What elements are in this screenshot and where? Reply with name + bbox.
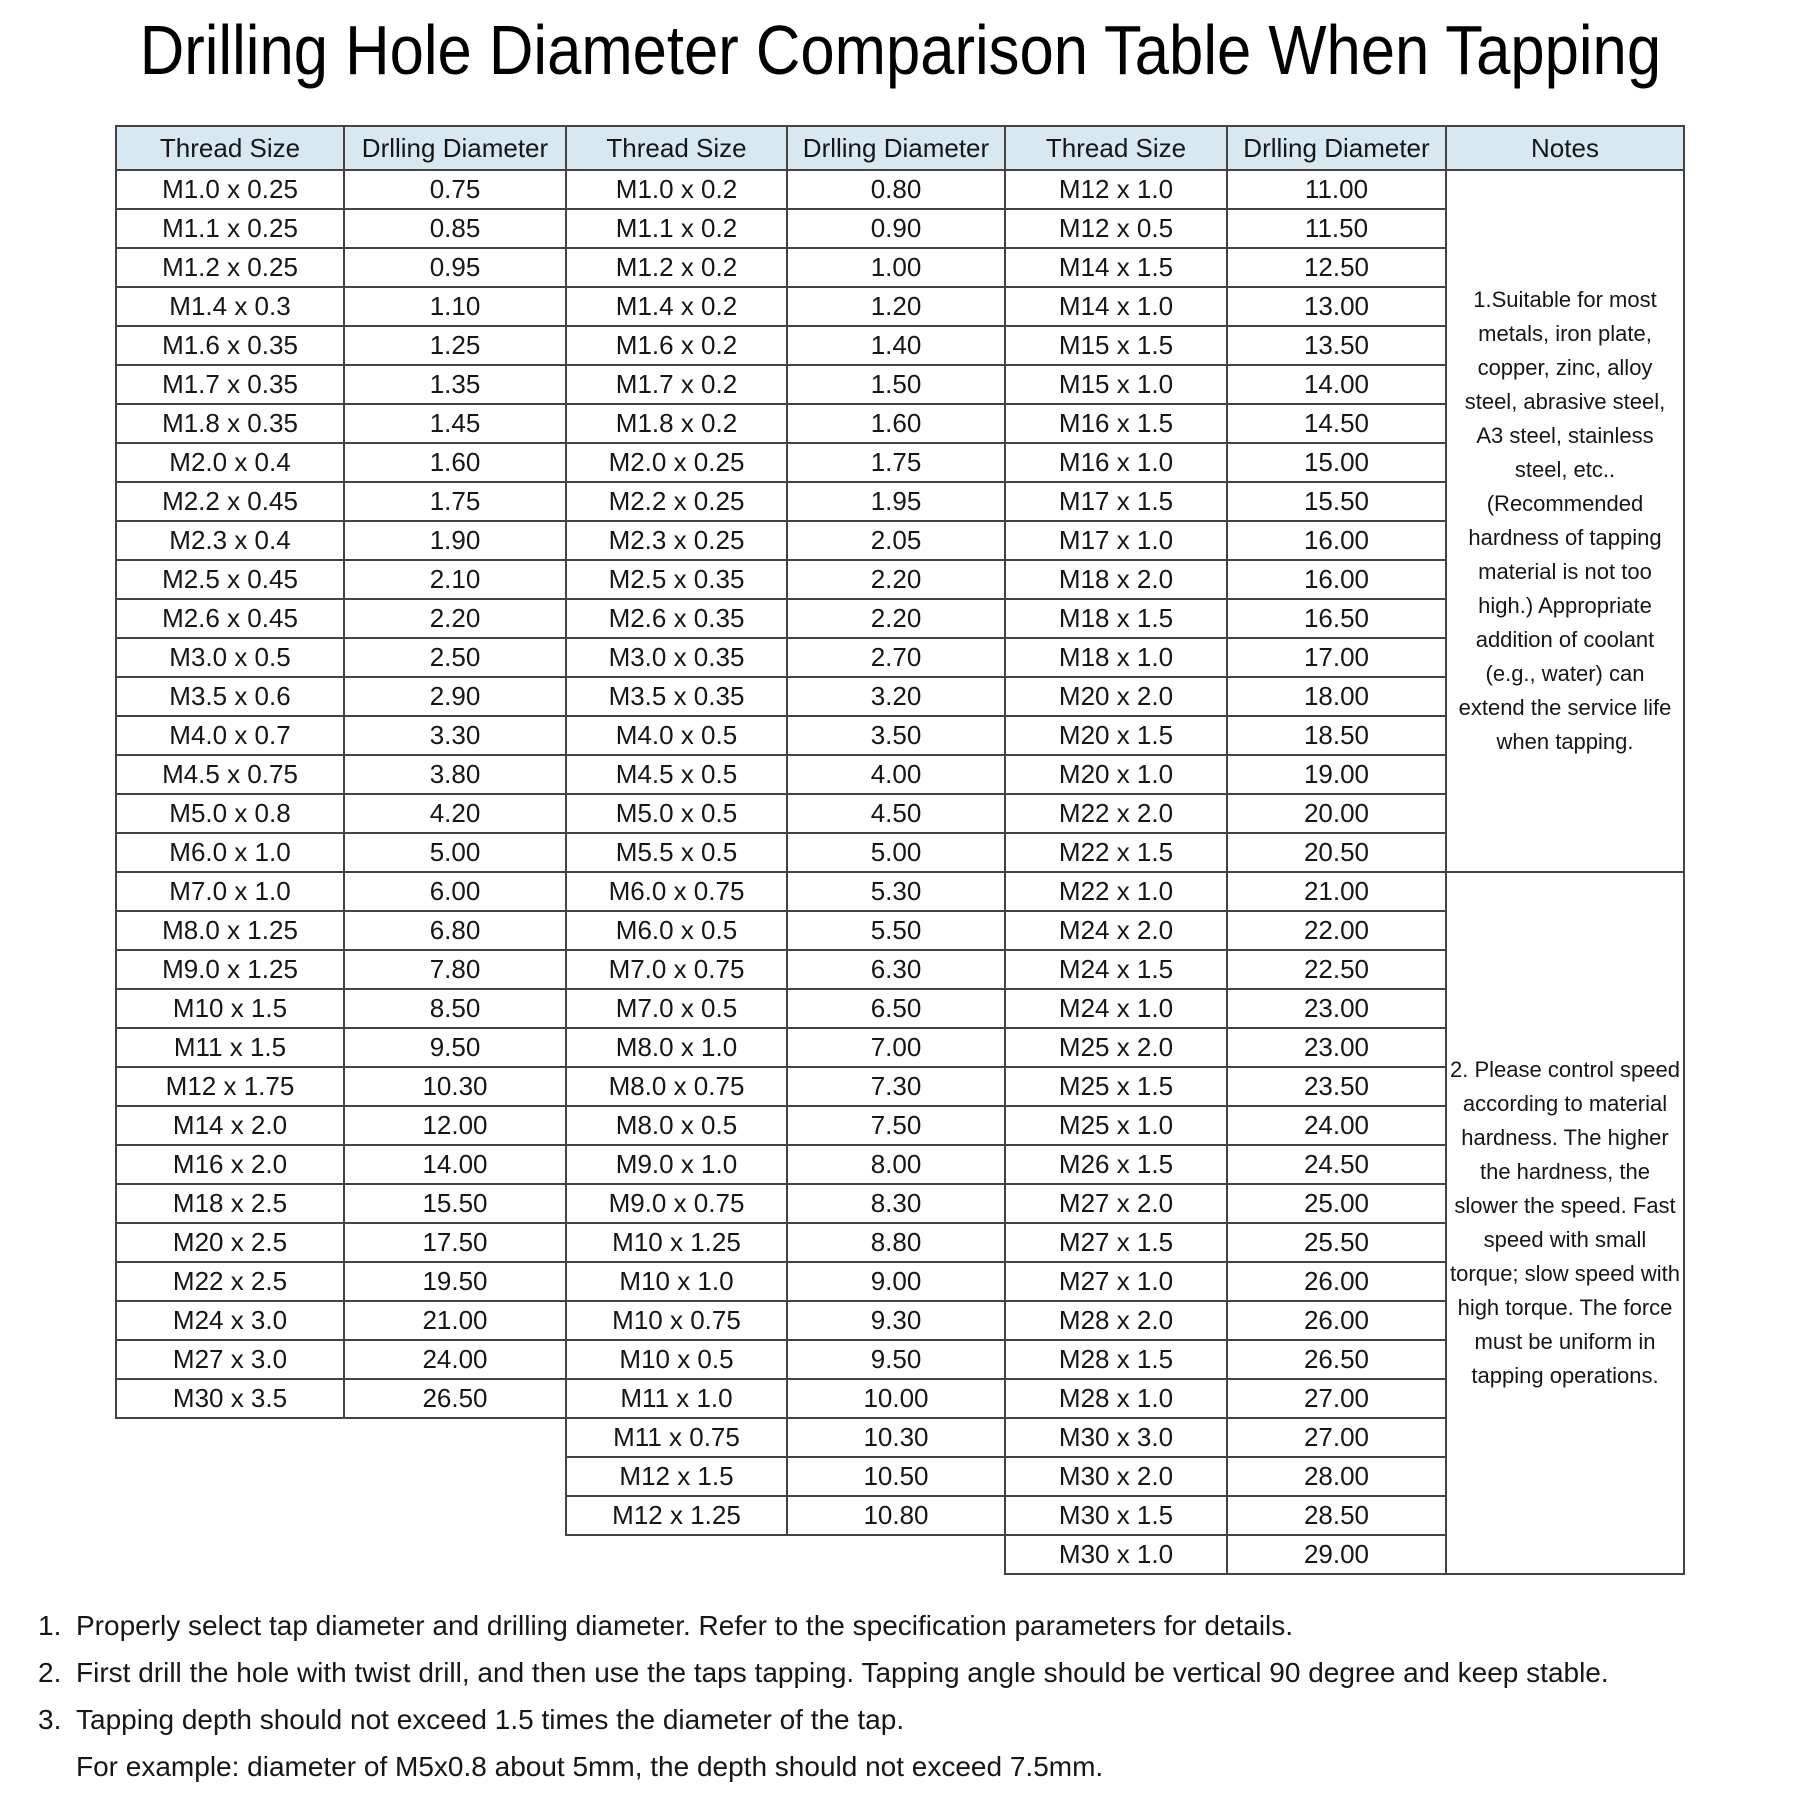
thread-size-cell: M1.7 x 0.35 xyxy=(117,366,345,405)
thread-size-cell: M22 x 1.5 xyxy=(1006,834,1228,873)
thread-size-cell: M20 x 2.5 xyxy=(117,1224,345,1263)
thread-size-cell: M2.2 x 0.45 xyxy=(117,483,345,522)
thread-size-cell: M16 x 1.5 xyxy=(1006,405,1228,444)
thread-size-cell: M2.3 x 0.25 xyxy=(567,522,788,561)
drilling-diameter-cell: 10.30 xyxy=(345,1068,567,1107)
drilling-diameter-cell: 10.30 xyxy=(788,1419,1006,1458)
thread-size-cell: M24 x 3.0 xyxy=(117,1302,345,1341)
drilling-diameter-cell: 0.90 xyxy=(788,210,1006,249)
thread-size-cell: M9.0 x 0.75 xyxy=(567,1185,788,1224)
drilling-diameter-cell: 11.50 xyxy=(1228,210,1447,249)
thread-size-cell: M11 x 1.5 xyxy=(117,1029,345,1068)
drilling-diameter-cell: 10.80 xyxy=(788,1497,1006,1536)
drilling-diameter-cell: 15.50 xyxy=(345,1185,567,1224)
drilling-diameter-cell: 7.50 xyxy=(788,1107,1006,1146)
drilling-diameter-cell: 3.80 xyxy=(345,756,567,795)
drilling-diameter-cell: 16.50 xyxy=(1228,600,1447,639)
thread-size-cell: M18 x 1.0 xyxy=(1006,639,1228,678)
thread-size-cell: M22 x 1.0 xyxy=(1006,873,1228,912)
thread-size-cell: M3.5 x 0.6 xyxy=(117,678,345,717)
footnote-1 xyxy=(38,1602,1796,1649)
drilling-diameter-cell: 18.00 xyxy=(1228,678,1447,717)
page-title: Drilling Hole Diameter Comparison Table When Tapping xyxy=(139,11,1661,89)
thread-size-cell: M22 x 2.0 xyxy=(1006,795,1228,834)
drilling-diameter-cell: 6.30 xyxy=(788,951,1006,990)
drilling-diameter-cell: 4.00 xyxy=(788,756,1006,795)
col-header-thread-size-1: Thread Size xyxy=(117,127,345,171)
drilling-diameter-cell: 10.00 xyxy=(788,1380,1006,1419)
thread-size-cell: M22 x 2.5 xyxy=(117,1263,345,1302)
thread-size-cell: M7.0 x 0.5 xyxy=(567,990,788,1029)
drilling-diameter-cell: 0.85 xyxy=(345,210,567,249)
drilling-diameter-cell: 23.00 xyxy=(1228,990,1447,1029)
thread-size-cell: M24 x 1.5 xyxy=(1006,951,1228,990)
drilling-diameter-cell: 15.50 xyxy=(1228,483,1447,522)
thread-size-cell: M12 x 1.25 xyxy=(567,1497,788,1536)
thread-size-cell: M1.0 x 0.2 xyxy=(567,171,788,210)
drilling-diameter-cell: 8.00 xyxy=(788,1146,1006,1185)
drilling-diameter-cell: 24.00 xyxy=(345,1341,567,1380)
thread-size-cell: M27 x 1.5 xyxy=(1006,1224,1228,1263)
table-group-2 xyxy=(565,125,1006,1536)
thread-size-cell: M8.0 x 1.0 xyxy=(567,1029,788,1068)
thread-size-cell: M1.6 x 0.2 xyxy=(567,327,788,366)
thread-size-cell: M30 x 3.5 xyxy=(117,1380,345,1419)
drilling-diameter-cell: 2.20 xyxy=(345,600,567,639)
thread-size-cell: M28 x 1.5 xyxy=(1006,1341,1228,1380)
footnote-1-text: Properly select tap diameter and drilling diameter. Refer to the specification parameters for details. xyxy=(76,1610,1294,1641)
thread-size-cell: M1.7 x 0.2 xyxy=(567,366,788,405)
footnote-3 xyxy=(38,1696,1796,1743)
thread-size-cell: M4.0 x 0.5 xyxy=(567,717,788,756)
thread-size-cell: M25 x 1.0 xyxy=(1006,1107,1228,1146)
drilling-diameter-cell: 7.30 xyxy=(788,1068,1006,1107)
thread-size-cell: M11 x 0.75 xyxy=(567,1419,788,1458)
drilling-diameter-cell: 3.30 xyxy=(345,717,567,756)
thread-size-cell: M14 x 1.0 xyxy=(1006,288,1228,327)
col-header-thread-size-2: Thread Size xyxy=(567,127,788,171)
thread-size-cell: M2.0 x 0.4 xyxy=(117,444,345,483)
footnote-4 xyxy=(38,1743,1796,1790)
drilling-diameter-cell: 2.50 xyxy=(345,639,567,678)
drilling-diameter-cell: 1.60 xyxy=(345,444,567,483)
thread-size-cell: M1.0 x 0.25 xyxy=(117,171,345,210)
thread-size-cell: M1.2 x 0.25 xyxy=(117,249,345,288)
drilling-diameter-cell: 3.20 xyxy=(788,678,1006,717)
drilling-diameter-cell: 26.50 xyxy=(1228,1341,1447,1380)
drilling-diameter-cell: 9.30 xyxy=(788,1302,1006,1341)
drilling-diameter-cell: 5.00 xyxy=(788,834,1006,873)
thread-size-cell: M15 x 1.0 xyxy=(1006,366,1228,405)
drilling-diameter-cell: 19.50 xyxy=(345,1263,567,1302)
thread-size-cell: M1.4 x 0.2 xyxy=(567,288,788,327)
thread-size-cell: M3.0 x 0.35 xyxy=(567,639,788,678)
drilling-diameter-cell: 13.50 xyxy=(1228,327,1447,366)
thread-size-cell: M6.0 x 0.75 xyxy=(567,873,788,912)
thread-size-cell: M8.0 x 0.75 xyxy=(567,1068,788,1107)
drilling-diameter-cell: 5.00 xyxy=(345,834,567,873)
thread-size-cell: M8.0 x 0.5 xyxy=(567,1107,788,1146)
thread-size-cell: M27 x 3.0 xyxy=(117,1341,345,1380)
drilling-diameter-cell: 26.50 xyxy=(345,1380,567,1419)
table-group-1 xyxy=(115,125,567,1419)
thread-size-cell: M1.8 x 0.35 xyxy=(117,405,345,444)
thread-size-cell: M28 x 2.0 xyxy=(1006,1302,1228,1341)
drilling-diameter-cell: 27.00 xyxy=(1228,1380,1447,1419)
thread-size-cell: M2.0 x 0.25 xyxy=(567,444,788,483)
drilling-diameter-cell: 1.35 xyxy=(345,366,567,405)
drilling-diameter-cell: 2.20 xyxy=(788,561,1006,600)
col-header-thread-size-3: Thread Size xyxy=(1006,127,1228,171)
footnote-2-number: 2. xyxy=(38,1657,62,1688)
thread-size-cell: M11 x 1.0 xyxy=(567,1380,788,1419)
drilling-diameter-cell: 24.50 xyxy=(1228,1146,1447,1185)
drilling-diameter-cell: 6.00 xyxy=(345,873,567,912)
thread-size-cell: M24 x 2.0 xyxy=(1006,912,1228,951)
drilling-diameter-cell: 14.00 xyxy=(1228,366,1447,405)
drilling-diameter-cell: 29.00 xyxy=(1228,1536,1447,1575)
drilling-diameter-cell: 8.80 xyxy=(788,1224,1006,1263)
drilling-diameter-cell: 7.80 xyxy=(345,951,567,990)
thread-size-cell: M10 x 0.75 xyxy=(567,1302,788,1341)
drilling-diameter-cell: 5.50 xyxy=(788,912,1006,951)
thread-size-cell: M8.0 x 1.25 xyxy=(117,912,345,951)
drilling-diameter-cell: 28.50 xyxy=(1228,1497,1447,1536)
drilling-diameter-cell: 26.00 xyxy=(1228,1302,1447,1341)
thread-size-cell: M30 x 3.0 xyxy=(1006,1419,1228,1458)
drilling-diameter-cell: 1.60 xyxy=(788,405,1006,444)
thread-size-cell: M18 x 2.5 xyxy=(117,1185,345,1224)
drilling-diameter-cell: 1.75 xyxy=(345,483,567,522)
thread-size-cell: M9.0 x 1.0 xyxy=(567,1146,788,1185)
drilling-diameter-cell: 5.30 xyxy=(788,873,1006,912)
drilling-diameter-cell: 25.00 xyxy=(1228,1185,1447,1224)
thread-size-cell: M1.1 x 0.25 xyxy=(117,210,345,249)
drilling-diameter-cell: 8.50 xyxy=(345,990,567,1029)
thread-size-cell: M15 x 1.5 xyxy=(1006,327,1228,366)
drilling-diameter-cell: 0.95 xyxy=(345,249,567,288)
thread-size-cell: M4.5 x 0.5 xyxy=(567,756,788,795)
thread-size-cell: M25 x 1.5 xyxy=(1006,1068,1228,1107)
drilling-diameter-cell: 26.00 xyxy=(1228,1263,1447,1302)
thread-size-cell: M1.1 x 0.2 xyxy=(567,210,788,249)
drilling-diameter-cell: 4.50 xyxy=(788,795,1006,834)
drilling-diameter-cell: 16.00 xyxy=(1228,522,1447,561)
drilling-diameter-cell: 28.00 xyxy=(1228,1458,1447,1497)
drilling-diameter-cell: 12.50 xyxy=(1228,249,1447,288)
table-group-3 xyxy=(1004,125,1447,1575)
drilling-diameter-cell: 9.00 xyxy=(788,1263,1006,1302)
drilling-diameter-cell: 1.50 xyxy=(788,366,1006,405)
col-header-drilling-diameter-2: Drlling Diameter xyxy=(788,127,1006,171)
thread-size-cell: M5.0 x 0.5 xyxy=(567,795,788,834)
thread-size-cell: M25 x 2.0 xyxy=(1006,1029,1228,1068)
drilling-diameter-cell: 10.50 xyxy=(788,1458,1006,1497)
drilling-diameter-cell: 7.00 xyxy=(788,1029,1006,1068)
drilling-diameter-cell: 1.75 xyxy=(788,444,1006,483)
thread-size-cell: M17 x 1.0 xyxy=(1006,522,1228,561)
drilling-diameter-cell: 1.45 xyxy=(345,405,567,444)
drilling-diameter-cell: 20.00 xyxy=(1228,795,1447,834)
thread-size-cell: M24 x 1.0 xyxy=(1006,990,1228,1029)
drilling-diameter-cell: 2.10 xyxy=(345,561,567,600)
drilling-diameter-cell: 13.00 xyxy=(1228,288,1447,327)
thread-size-cell: M2.6 x 0.45 xyxy=(117,600,345,639)
drilling-diameter-cell: 2.05 xyxy=(788,522,1006,561)
notes-column xyxy=(1445,125,1685,1575)
thread-size-cell: M20 x 2.0 xyxy=(1006,678,1228,717)
thread-size-cell: M10 x 0.5 xyxy=(567,1341,788,1380)
thread-size-cell: M6.0 x 0.5 xyxy=(567,912,788,951)
drilling-diameter-cell: 2.20 xyxy=(788,600,1006,639)
footnote-1-number: 1. xyxy=(38,1610,62,1641)
thread-size-cell: M10 x 1.25 xyxy=(567,1224,788,1263)
notes-cell-2: 2. Please control speed according to material hardness. The higher the hardness, the slower the speed. Fast speed with small torque; slow speed with high torque. The force must be uniform in tapping operations. xyxy=(1447,873,1685,1575)
drilling-diameter-cell: 17.00 xyxy=(1228,639,1447,678)
thread-size-cell: M5.5 x 0.5 xyxy=(567,834,788,873)
drilling-diameter-cell: 17.50 xyxy=(345,1224,567,1263)
thread-size-cell: M4.0 x 0.7 xyxy=(117,717,345,756)
thread-size-cell: M17 x 1.5 xyxy=(1006,483,1228,522)
footnotes xyxy=(38,1602,1796,1790)
drilling-diameter-cell: 0.75 xyxy=(345,171,567,210)
thread-size-cell: M12 x 1.75 xyxy=(117,1068,345,1107)
thread-size-cell: M18 x 2.0 xyxy=(1006,561,1228,600)
drilling-diameter-cell: 6.80 xyxy=(345,912,567,951)
thread-size-cell: M20 x 1.0 xyxy=(1006,756,1228,795)
footnote-4-text: For example: diameter of M5x0.8 about 5mm, the depth should not exceed 7.5mm. xyxy=(76,1751,1104,1782)
drilling-diameter-cell: 2.70 xyxy=(788,639,1006,678)
drilling-diameter-cell: 1.25 xyxy=(345,327,567,366)
thread-size-cell: M2.3 x 0.4 xyxy=(117,522,345,561)
notes-cell-1: 1.Suitable for most metals, iron plate, copper, zinc, alloy steel, abrasive steel, A3 steel, stainless steel, etc..(Recommended hardness of tapping material is not too high.) Appropriate addition of coolant (e.g., water) can extend the service life when tapping. xyxy=(1447,171,1685,873)
drilling-diameter-cell: 0.80 xyxy=(788,171,1006,210)
thread-size-cell: M12 x 1.5 xyxy=(567,1458,788,1497)
drilling-diameter-cell: 27.00 xyxy=(1228,1419,1447,1458)
drilling-diameter-cell: 4.20 xyxy=(345,795,567,834)
thread-size-cell: M1.8 x 0.2 xyxy=(567,405,788,444)
drilling-diameter-cell: 23.00 xyxy=(1228,1029,1447,1068)
drilling-diameter-cell: 1.90 xyxy=(345,522,567,561)
thread-size-cell: M27 x 2.0 xyxy=(1006,1185,1228,1224)
footnote-4-number xyxy=(38,1743,76,1790)
drilling-diameter-cell: 22.00 xyxy=(1228,912,1447,951)
tapping-table xyxy=(115,125,1685,1575)
thread-size-cell: M30 x 2.0 xyxy=(1006,1458,1228,1497)
thread-size-cell: M2.5 x 0.35 xyxy=(567,561,788,600)
thread-size-cell: M7.0 x 0.75 xyxy=(567,951,788,990)
title-row xyxy=(0,10,1800,90)
drilling-diameter-cell: 1.20 xyxy=(788,288,1006,327)
col-header-drilling-diameter-1: Drlling Diameter xyxy=(345,127,567,171)
thread-size-cell: M5.0 x 0.8 xyxy=(117,795,345,834)
col-header-drilling-diameter-3: Drlling Diameter xyxy=(1228,127,1447,171)
col-header-notes: Notes xyxy=(1447,127,1685,171)
drilling-diameter-cell: 1.00 xyxy=(788,249,1006,288)
drilling-diameter-cell: 9.50 xyxy=(345,1029,567,1068)
drilling-diameter-cell: 20.50 xyxy=(1228,834,1447,873)
footnote-2-text: First drill the hole with twist drill, and then use the taps tapping. Tapping angle should be vertical 90 degree and keep stable. xyxy=(76,1657,1609,1688)
thread-size-cell: M9.0 x 1.25 xyxy=(117,951,345,990)
thread-size-cell: M16 x 1.0 xyxy=(1006,444,1228,483)
thread-size-cell: M2.6 x 0.35 xyxy=(567,600,788,639)
thread-size-cell: M1.4 x 0.3 xyxy=(117,288,345,327)
thread-size-cell: M14 x 2.0 xyxy=(117,1107,345,1146)
drilling-diameter-cell: 23.50 xyxy=(1228,1068,1447,1107)
thread-size-cell: M27 x 1.0 xyxy=(1006,1263,1228,1302)
thread-size-cell: M26 x 1.5 xyxy=(1006,1146,1228,1185)
thread-size-cell: M4.5 x 0.75 xyxy=(117,756,345,795)
drilling-diameter-cell: 1.95 xyxy=(788,483,1006,522)
thread-size-cell: M6.0 x 1.0 xyxy=(117,834,345,873)
thread-size-cell: M3.0 x 0.5 xyxy=(117,639,345,678)
drilling-diameter-cell: 21.00 xyxy=(345,1302,567,1341)
drilling-diameter-cell: 8.30 xyxy=(788,1185,1006,1224)
thread-size-cell: M30 x 1.5 xyxy=(1006,1497,1228,1536)
thread-size-cell: M20 x 1.5 xyxy=(1006,717,1228,756)
thread-size-cell: M10 x 1.0 xyxy=(567,1263,788,1302)
thread-size-cell: M16 x 2.0 xyxy=(117,1146,345,1185)
drilling-diameter-cell: 19.00 xyxy=(1228,756,1447,795)
thread-size-cell: M1.2 x 0.2 xyxy=(567,249,788,288)
thread-size-cell: M18 x 1.5 xyxy=(1006,600,1228,639)
thread-size-cell: M12 x 0.5 xyxy=(1006,210,1228,249)
drilling-diameter-cell: 2.90 xyxy=(345,678,567,717)
drilling-diameter-cell: 6.50 xyxy=(788,990,1006,1029)
thread-size-cell: M2.2 x 0.25 xyxy=(567,483,788,522)
thread-size-cell: M12 x 1.0 xyxy=(1006,171,1228,210)
drilling-diameter-cell: 14.50 xyxy=(1228,405,1447,444)
drilling-diameter-cell: 1.10 xyxy=(345,288,567,327)
thread-size-cell: M3.5 x 0.35 xyxy=(567,678,788,717)
drilling-diameter-cell: 14.00 xyxy=(345,1146,567,1185)
drilling-diameter-cell: 11.00 xyxy=(1228,171,1447,210)
thread-size-cell: M1.6 x 0.35 xyxy=(117,327,345,366)
drilling-diameter-cell: 9.50 xyxy=(788,1341,1006,1380)
footnote-3-text: Tapping depth should not exceed 1.5 times the diameter of the tap. xyxy=(76,1704,905,1735)
drilling-diameter-cell: 25.50 xyxy=(1228,1224,1447,1263)
footnote-2 xyxy=(38,1649,1796,1696)
drilling-diameter-cell: 1.40 xyxy=(788,327,1006,366)
drilling-diameter-cell: 21.00 xyxy=(1228,873,1447,912)
drilling-diameter-cell: 3.50 xyxy=(788,717,1006,756)
drilling-diameter-cell: 22.50 xyxy=(1228,951,1447,990)
thread-size-cell: M28 x 1.0 xyxy=(1006,1380,1228,1419)
thread-size-cell: M14 x 1.5 xyxy=(1006,249,1228,288)
thread-size-cell: M10 x 1.5 xyxy=(117,990,345,1029)
footnote-3-number: 3. xyxy=(38,1704,62,1735)
drilling-diameter-cell: 12.00 xyxy=(345,1107,567,1146)
drilling-diameter-cell: 24.00 xyxy=(1228,1107,1447,1146)
thread-size-cell: M2.5 x 0.45 xyxy=(117,561,345,600)
drilling-diameter-cell: 16.00 xyxy=(1228,561,1447,600)
thread-size-cell: M7.0 x 1.0 xyxy=(117,873,345,912)
thread-size-cell: M30 x 1.0 xyxy=(1006,1536,1228,1575)
drilling-diameter-cell: 15.00 xyxy=(1228,444,1447,483)
drilling-diameter-cell: 18.50 xyxy=(1228,717,1447,756)
